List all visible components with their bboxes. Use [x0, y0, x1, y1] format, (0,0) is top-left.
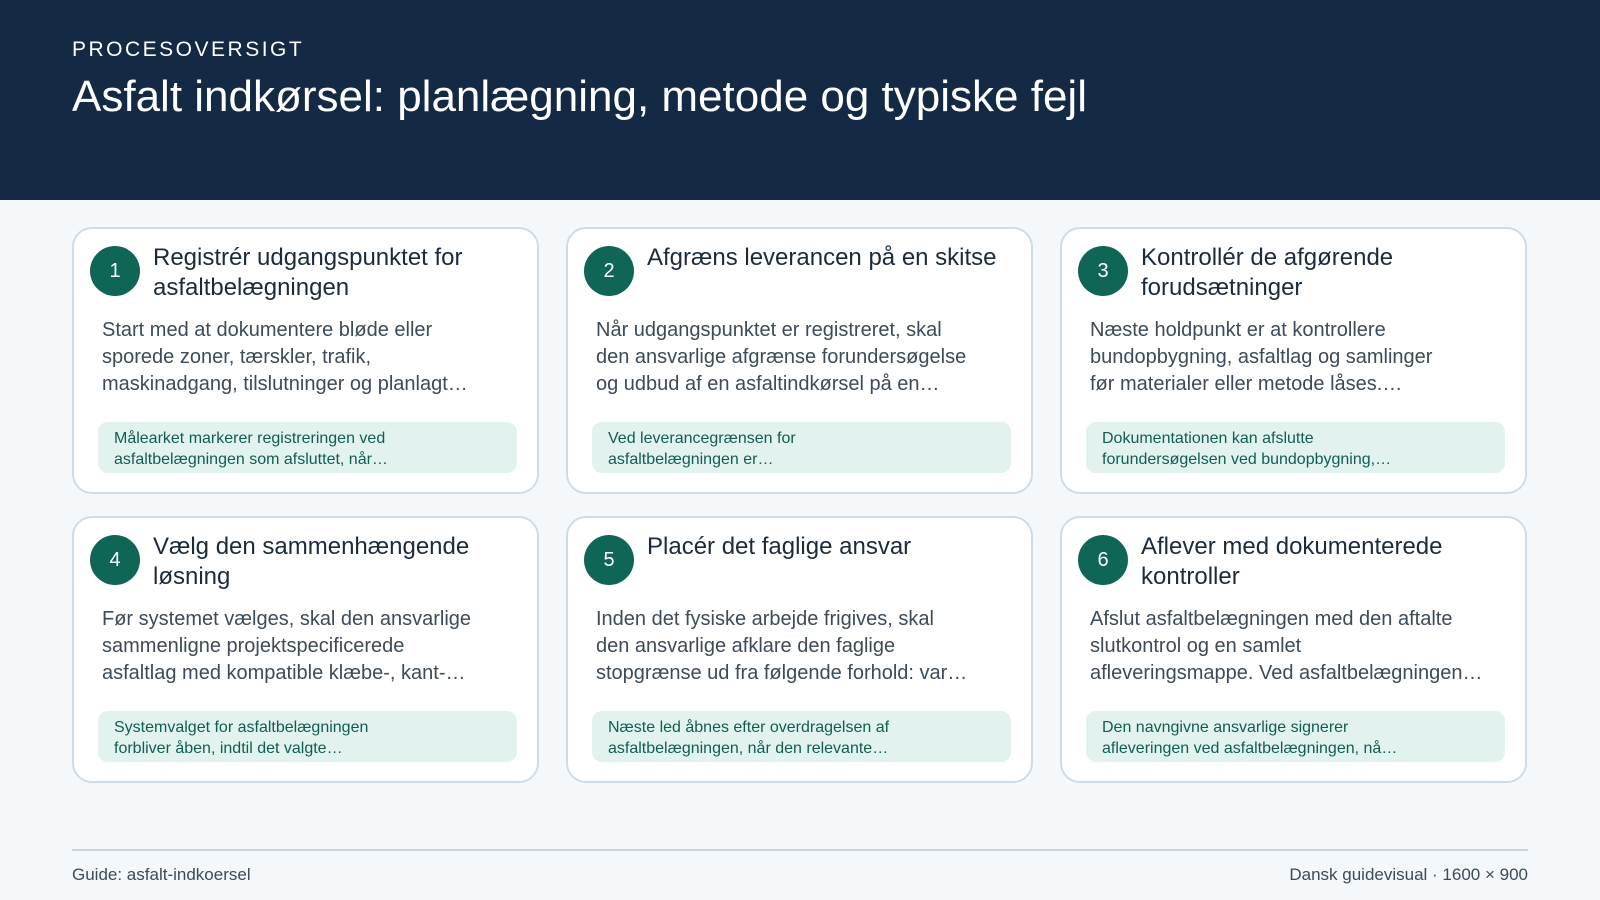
step-number-badge: 6 [1078, 535, 1128, 585]
step-card-5 [566, 516, 1033, 783]
description-line: Start med at dokumentere bløde eller [102, 319, 433, 341]
step-title: Kontrollér de afgørende forudsætninger [1141, 244, 1394, 301]
note-line: asfaltbelægningen som afsluttet, når… [114, 451, 388, 468]
step-number-badge: 4 [90, 535, 140, 585]
step-card-6 [1060, 516, 1527, 783]
footer-guide-label: Guide: asfalt-indkoersel [72, 865, 251, 884]
step-description [596, 317, 1001, 398]
step-card-1 [72, 227, 539, 494]
step-description [102, 317, 507, 398]
footer-meta-label: Dansk guidevisual · 1600 × 900 [1289, 865, 1528, 884]
note-line: forundersøgelsen ved bundopbygning,… [1102, 451, 1392, 468]
description-line: slutkontrol og en samlet [1090, 635, 1302, 657]
description-line: maskinadgang, tilslutninger og planlagt… [102, 373, 468, 395]
step-description [1090, 317, 1495, 398]
note-line: asfaltbelægningen, når den relevante… [608, 740, 889, 757]
step-note [98, 711, 517, 762]
step-number-badge: 5 [584, 535, 634, 585]
step-title: Aflever med dokumenterede kontroller [1141, 533, 1443, 590]
step-note [1086, 422, 1505, 473]
eyebrow-label: PROCESOVERSIGT [72, 38, 305, 61]
description-line: før materialer eller metode låses.… [1090, 373, 1403, 395]
step-number-badge: 1 [90, 246, 140, 296]
description-line: sporede zoner, tærskler, trafik, [102, 346, 372, 368]
note-line: Ved leverancegrænsen for [608, 430, 796, 447]
description-line: afleveringsmappe. Ved asfaltbelægningen… [1090, 662, 1483, 684]
step-number-badge: 2 [584, 246, 634, 296]
note-line: Den navngivne ansvarlige signerer [1102, 719, 1349, 736]
note-line: forbliver åben, indtil det valgte… [114, 740, 343, 757]
description-line: Inden det fysiske arbejde frigives, skal [596, 608, 934, 630]
description-line: den ansvarlige afgrænse forundersøgelse [596, 346, 967, 368]
note-line: Dokumentationen kan afslutte [1102, 430, 1314, 447]
step-card-4 [72, 516, 539, 783]
step-description [1090, 606, 1495, 687]
note-line: Systemvalget for asfaltbelægningen [114, 719, 369, 736]
description-line: sammenligne projektspecificerede [102, 635, 405, 657]
step-note [592, 422, 1011, 473]
description-line: stopgrænse ud fra følgende forhold: var… [596, 662, 968, 684]
description-line: Afslut asfaltbelægningen med den aftalte [1090, 608, 1453, 630]
description-line: Næste holdpunkt er at kontrollere [1090, 319, 1386, 341]
step-number-badge: 3 [1078, 246, 1128, 296]
step-description [596, 606, 1001, 687]
footer-divider [72, 849, 1528, 851]
step-card-2 [566, 227, 1033, 494]
step-title: Placér det faglige ansvar [647, 533, 912, 560]
page-title: Asfalt indkørsel: planlægning, metode og typiske fejl [72, 72, 1087, 121]
description-line: bundopbygning, asfaltlag og samlinger [1090, 346, 1433, 368]
description-line: den ansvarlige afklare den faglige [596, 635, 896, 657]
description-line: og udbud af en asfaltindkørsel på en… [596, 373, 940, 395]
note-line: afleveringen ved asfaltbelægningen, nå… [1102, 740, 1398, 757]
note-line: Målearket markerer registreringen ved [114, 430, 386, 447]
step-title: Vælg den sammenhængende løsning [153, 533, 470, 590]
description-line: Før systemet vælges, skal den ansvarlige [102, 608, 472, 630]
step-note [98, 422, 517, 473]
step-description [102, 606, 507, 687]
description-line: Når udgangspunktet er registreret, skal [596, 319, 942, 341]
description-line: asfaltlag med kompatible klæbe-, kant-… [102, 662, 466, 684]
step-note [1086, 711, 1505, 762]
step-note [592, 711, 1011, 762]
note-line: Næste led åbnes efter overdragelsen af [608, 719, 890, 736]
step-title: Afgræns leverancen på en skitse [647, 244, 997, 271]
note-line: asfaltbelægningen er… [608, 451, 774, 468]
step-card-3 [1060, 227, 1527, 494]
header-banner [0, 0, 1600, 200]
step-title: Registrér udgangspunktet for asfaltbelægningen [153, 244, 463, 301]
